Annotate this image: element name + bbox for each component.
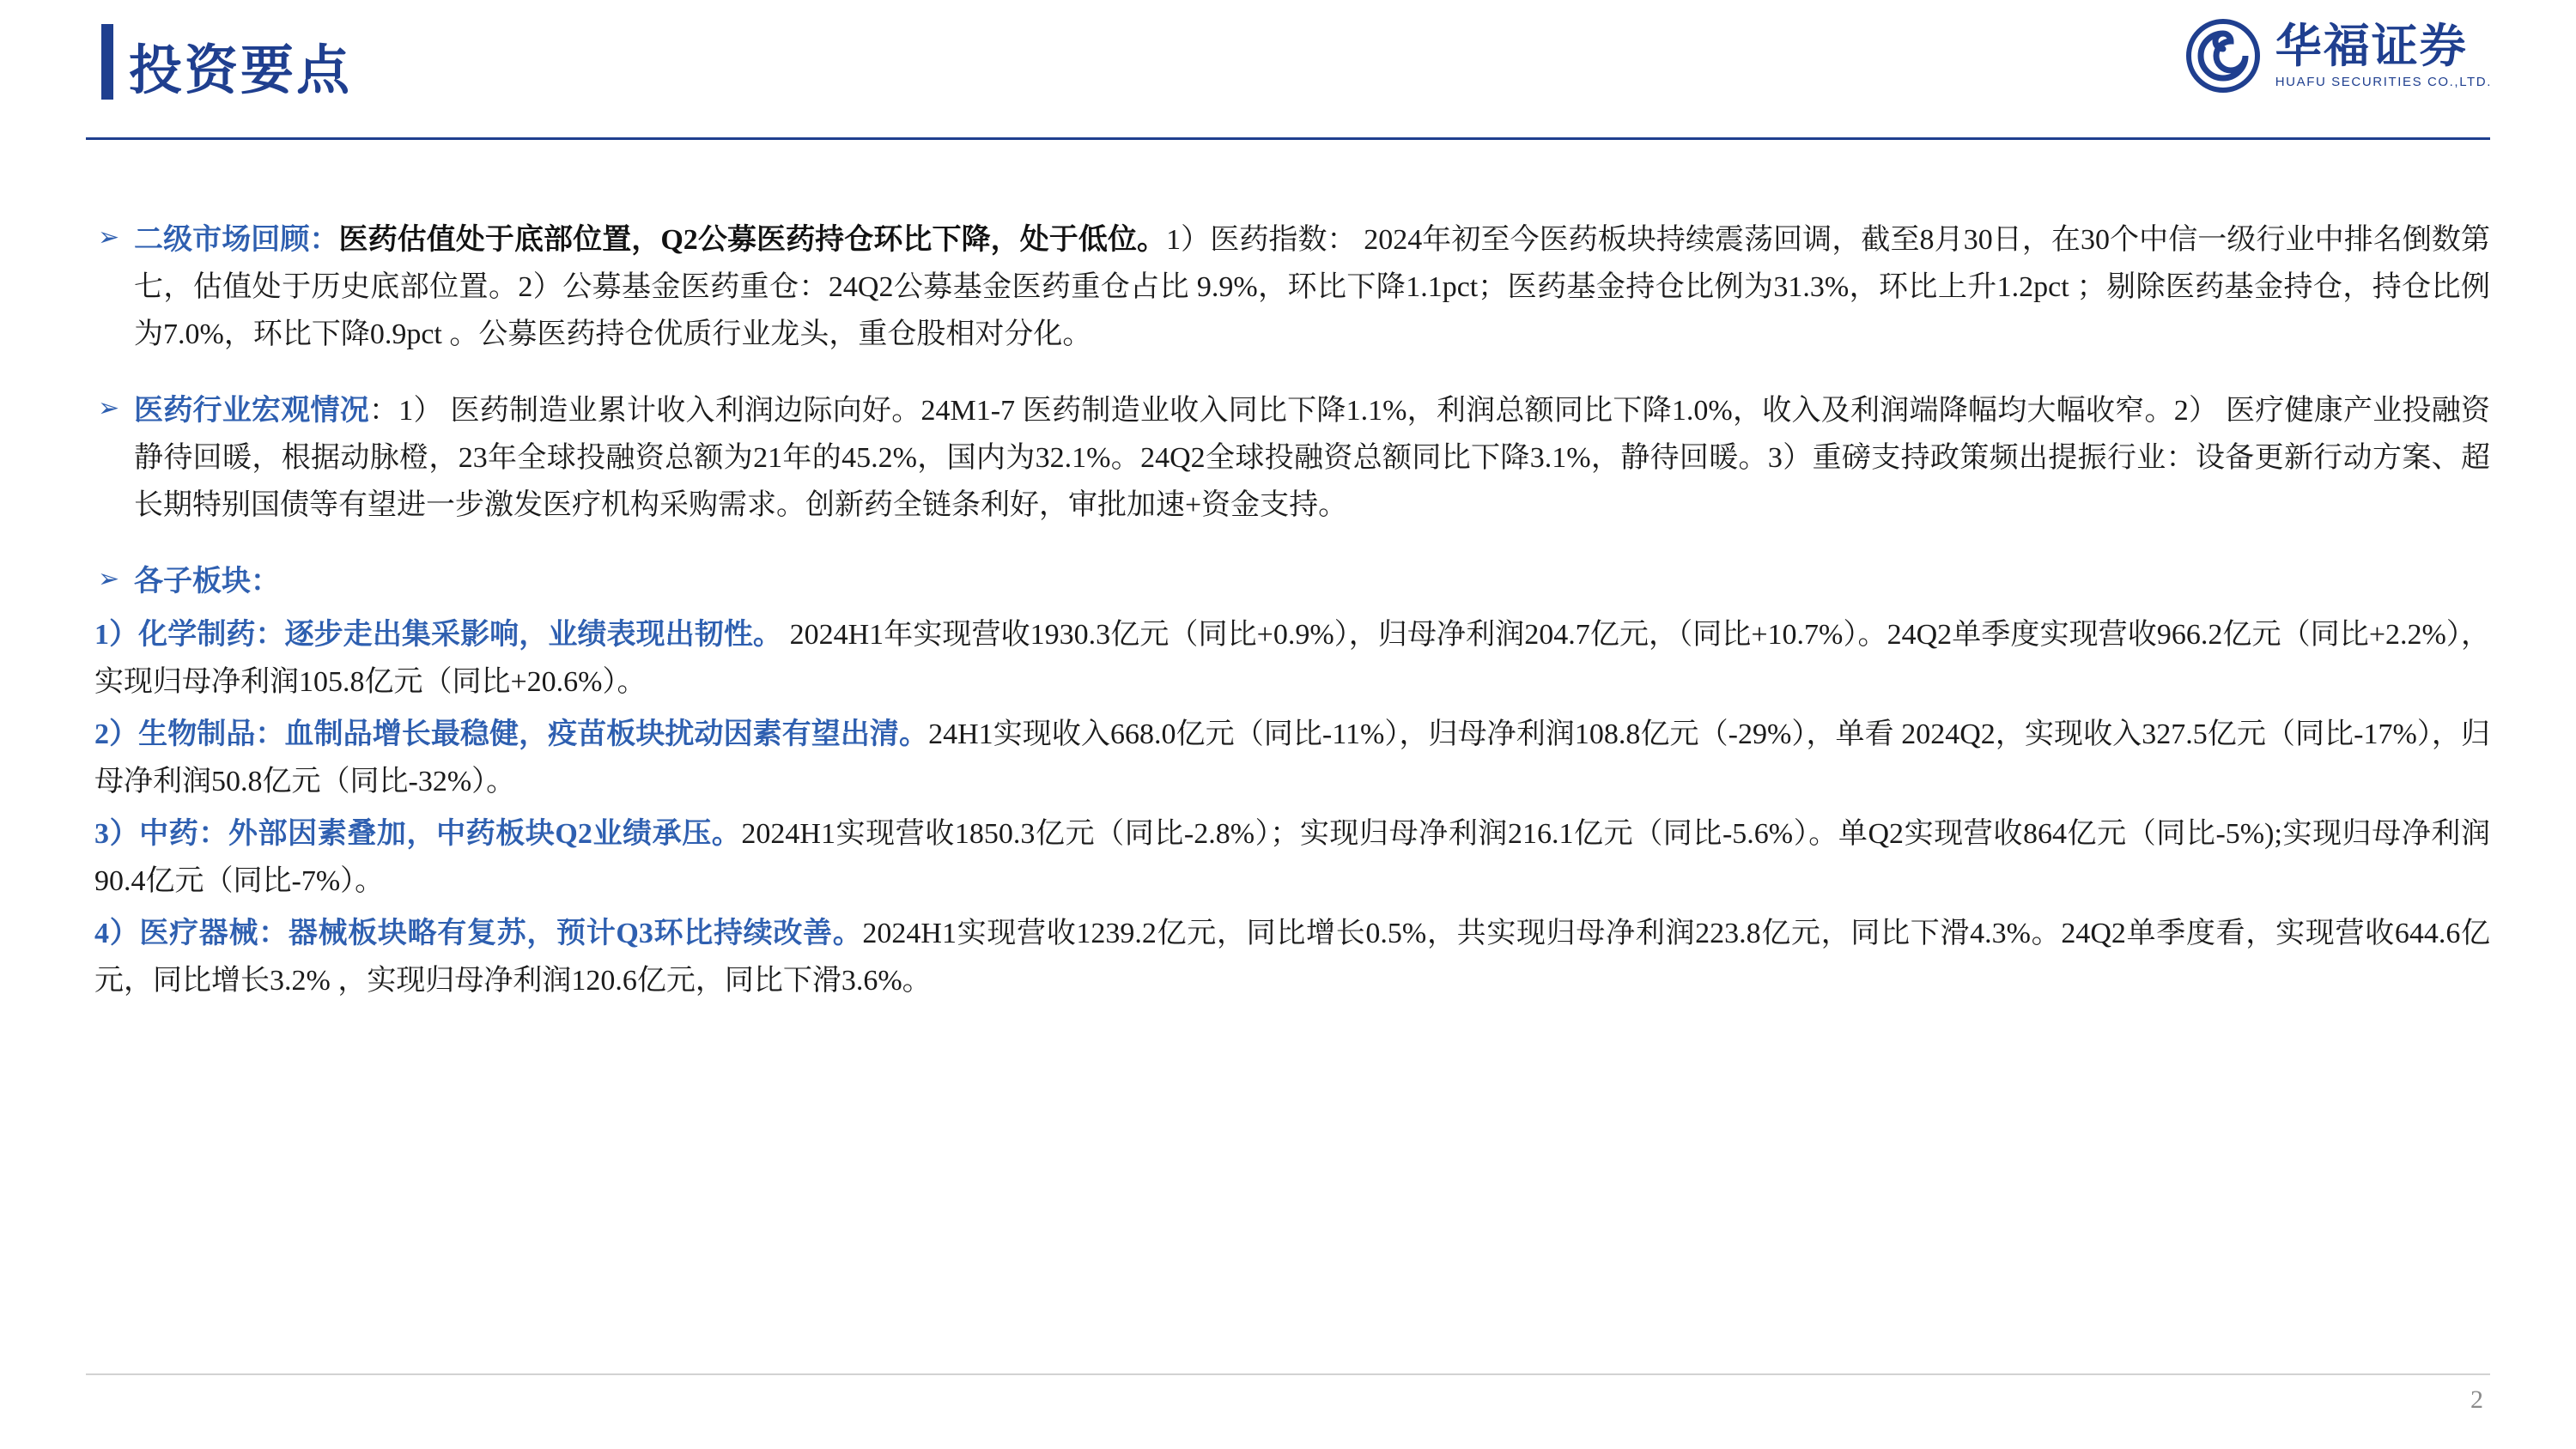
slide-body <box>94 216 2490 1009</box>
subsector-highlight: 逐步走出集采影响，业绩表现出韧性。 <box>284 618 783 651</box>
section-body-text: 1）医药指数： 2024年初至今医药板块持续震荡回调，截至8月30日，在30个中信一级行业中排名倒数第七，估值处于历史底部位置。2）公募基金医药重仓：24Q2公募基金医药重仓占比 9.9%，环比下降1.1pct；医药基金持仓比例为31.3%，环比上升1.2pct ；剔除医药基金持仓，持仓比例为7.0%，环比下降0.9pct 。公募医药持仓优质行业龙头，重仓股相对分化。 <box>134 224 2490 351</box>
subsector-heading <box>94 558 2490 605</box>
section-lead-label: 医药行业宏观情况 <box>134 395 370 427</box>
list-item <box>94 711 2490 805</box>
subsector-index-label: 3）中药： <box>94 817 228 850</box>
subsector-index-label: 1）化学制药： <box>94 618 285 651</box>
subsector-index-label: 2）生物制品： <box>94 718 285 750</box>
logo-name-en: HUAFU SECURITIES CO.,LTD. <box>2275 74 2492 89</box>
section-body-text: 24M1-7 医药制造业收入同比下降1.1%，利润总额同比下降1.0%，收入及利润端降幅均大幅收窄。2） 医疗健康产业投融资静待回暖，根据动脉橙，23年全球投融资总额为21年的45.2%，国内为32.1%。24Q2全球投融资总额同比下降3.1%，静待回暖。3）重磅支持政策频出提振行业：设备更新行动方案、超长期特别国债等有望进一步激发医疗机构采购需求。创新药全链条利好，审批加速+资金支持。 <box>134 395 2491 522</box>
logo-text <box>2275 22 2492 89</box>
slide-header <box>0 0 2576 146</box>
subsector-highlight: 外部因素叠加，中药板块Q2业绩承压。 <box>228 817 742 850</box>
list-item <box>94 611 2490 706</box>
footer-divider <box>86 1373 2490 1375</box>
header-divider <box>86 137 2490 140</box>
bullet-arrow-icon: ➢ <box>98 394 120 423</box>
subsector-highlight: 血制品增长最稳健，疫苗板块扰动因素有望出清。 <box>284 718 929 750</box>
subsector-list <box>94 611 2490 1005</box>
section-lead-label: 二级市场回顾： <box>134 224 339 256</box>
section-lead-secondary: ：1） 医药制造业累计收入利润边际向好。 <box>369 395 921 427</box>
bullet-arrow-icon: ➢ <box>98 223 120 252</box>
section-market-review <box>94 216 2490 358</box>
logo-name-cn: 华福证券 <box>2275 21 2468 73</box>
subsector-body: 2024H1年实现营收1930.3亿元（同比+0.9%），归母净利润204.7亿元，（同比+10.7%）。24Q2单季度实现营收966.2亿元（同比+2.2%），实现归母净利润105.8亿元（同比+20.6%）。 <box>94 618 2491 698</box>
list-item <box>94 810 2490 905</box>
list-item <box>94 910 2490 1004</box>
huafu-logo-icon <box>2186 19 2260 93</box>
section-lead-highlight: 医药估值处于底部位置，Q2公募医药持仓环比下降，处于低位。 <box>338 224 1167 256</box>
subsector-body: 24H1实现收入668.0亿元（同比-11%），归母净利润108.8亿元（-29%），单看 2024Q2，实现收入327.5亿元（同比-17%），归母净利润50.8亿元（同比-32%）。 <box>94 718 2491 797</box>
subsector-highlight: 器械板块略有复苏，预计Q3环比持续改善。 <box>288 918 863 950</box>
subsector-index-label: 4）医疗器械： <box>94 918 289 950</box>
section-macro-overview <box>94 387 2490 529</box>
subsector-body: 2024H1实现营收1850.3亿元（同比-2.8%）；实现归母净利润216.1亿元（同比-5.6%）。单Q2实现营收864亿元（同比-5%);实现归母净利润90.4亿元（同比-7%）。 <box>94 817 2491 897</box>
company-logo <box>2186 19 2492 93</box>
subsector-heading-label: 各子板块： <box>134 566 280 598</box>
title-accent-bar <box>101 24 113 100</box>
page-title: 投资要点 <box>129 41 353 100</box>
bullet-arrow-icon: ➢ <box>98 565 120 594</box>
subsector-body: 2024H1实现营收1239.2亿元，同比增长0.5%，共实现归母净利润223.8亿元，同比下滑4.3%。24Q2单季度看，实现营收644.6亿元，同比增长3.2% ，实现归母净利润120.6亿元，同比下滑3.6%。 <box>94 918 2491 997</box>
page-number: 2 <box>2470 1385 2483 1414</box>
